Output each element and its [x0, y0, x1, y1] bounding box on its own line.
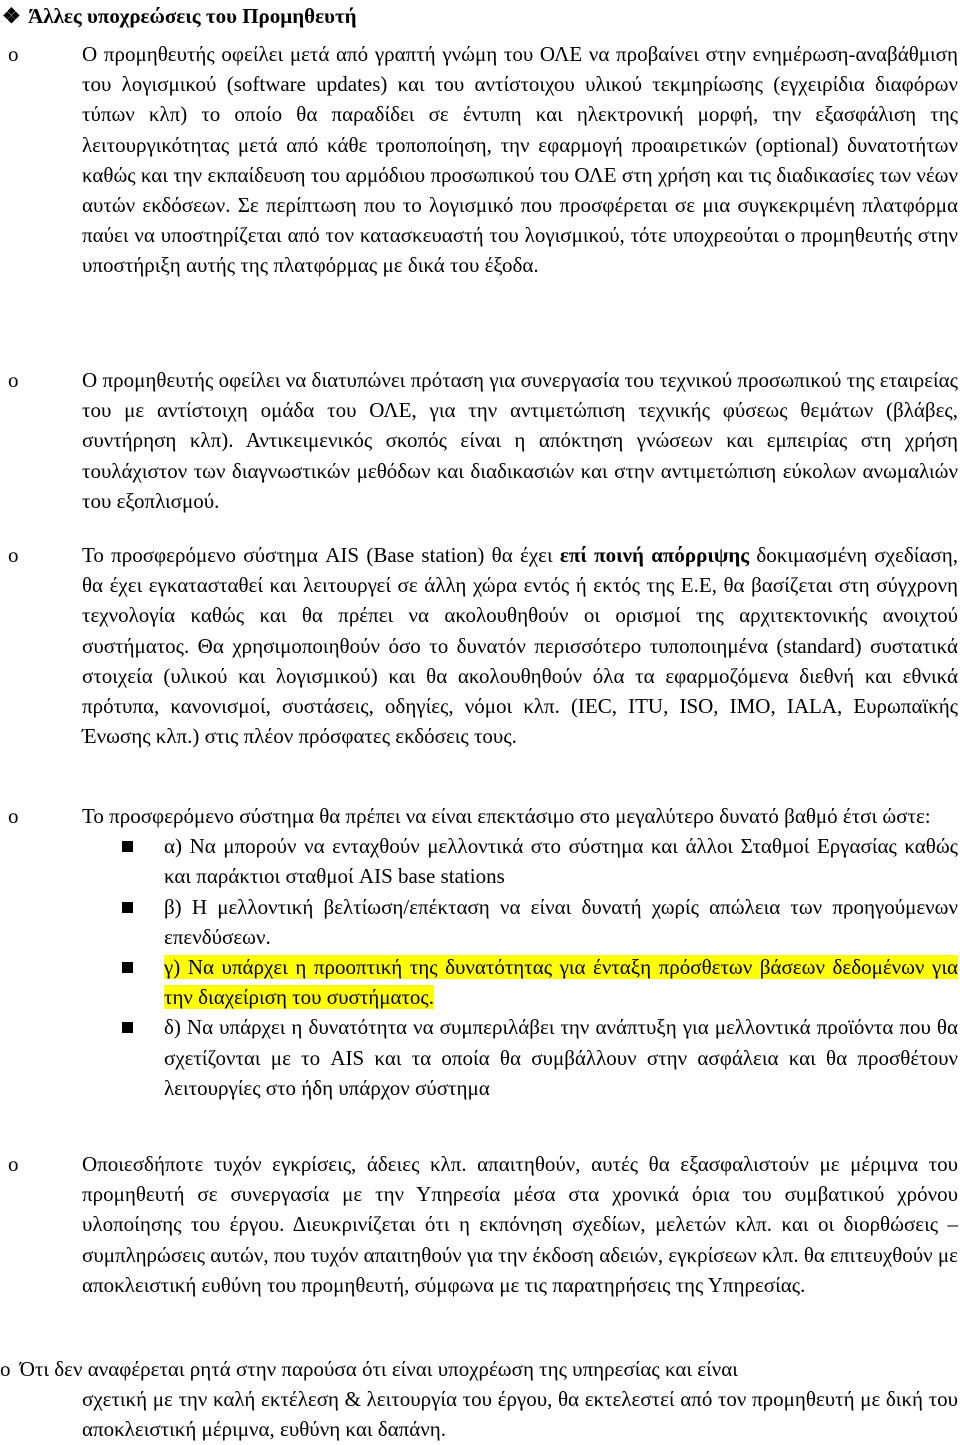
list-marker: o	[8, 804, 19, 828]
paragraph	[0, 1354, 958, 1384]
list-marker: o	[0, 1357, 11, 1381]
diamond-bullet-icon: ❖	[2, 4, 21, 28]
list-item	[0, 801, 958, 1103]
paragraph: Το προσφερόμενο σύστημα θα πρέπει να είναι επεκτάσιμο στο μεγαλύτερο δυνατό βαθμό έτσι ώστε:	[82, 804, 931, 828]
square-bullet-icon	[122, 1022, 133, 1033]
list-marker: o	[8, 368, 19, 392]
sub-item-text: α) Να μπορούν να ενταχθούν μελλοντικά στο σύστημα και άλλοι Σταθμοί Εργασίας καθώς και παράκτιοι σταθμοί AIS base stations	[164, 834, 958, 889]
sub-list-item	[82, 952, 958, 1012]
list-marker: o	[8, 543, 19, 567]
paragraph-continuation: σχετική με την καλή εκτέλεση & λειτουργία του έργου, θα εκτελεστεί από τον προμηθευτή με δική του αποκλειστική μέριμνα, ευθύνη και δαπάνη.	[82, 1387, 958, 1442]
paragraph-text: Ότι δεν αναφέρεται ρητά στην παρούσα ότι είναι υποχρέωση της υπηρεσίας και είναι	[19, 1357, 738, 1381]
sub-list-item	[82, 1012, 958, 1103]
sub-list-item	[82, 831, 958, 891]
emphasis-text: επί ποινή απόρριψης	[559, 543, 750, 567]
square-bullet-icon	[122, 962, 133, 973]
section-heading-text: Άλλες υποχρεώσεις του Προμηθευτή	[28, 4, 357, 28]
list-marker: o	[8, 1152, 19, 1176]
sub-item-text	[164, 952, 958, 1012]
list-item	[0, 540, 958, 751]
paragraph: Οποιεσδήποτε τυχόν εγκρίσεις, άδειες κλπ. απαιτηθούν, αυτές θα εξασφαλιστούν με μέριμνα του προμηθευτή σε συνεργασία με την Υπηρεσία μέσα στα χρονικά όρια του συμβατικού χρόνου υλοποίησης του έργου. Διευκρινίζεται ότι η εκπόνηση σχεδίων, μελετών κλπ. και οι διορθώσεις – συμπληρώσεις αυτών, που τυχόν απαιτηθούν για την έκδοση αδειών, εγκρίσεων κλπ. θα επιτευχθούν με αποκλειστική ευθύνη του προμηθευτή, σύμφωνα με τις παρατηρήσεις της Υπηρεσίας.	[82, 1152, 958, 1297]
sub-item-text: β) Η μελλοντική βελτίωση/επέκταση να είναι δυνατή χωρίς απώλεια των προηγούμενων επενδύσεων.	[164, 894, 958, 949]
section-heading	[2, 2, 357, 30]
list-item	[0, 1354, 958, 1445]
square-bullet-icon	[122, 841, 133, 852]
paragraph	[82, 540, 958, 751]
sub-item-text: δ) Να υπάρχει η δυνατότητα να συμπεριλάβει την ανάπτυξη για μελλοντικά προϊόντα που θα σχετίζονται με το AIS και τα οποία θα συμβάλλουν στην ασφάλεια και θα προσθέτουν λειτουργίες στο ήδη υπάρχον σύστημα	[164, 1015, 958, 1100]
highlighted-text: γ) Να υπάρχει η προοπτική της δυνατότητας για ένταξη πρόσθετων βάσεων δεδομένων για την διαχείριση του συστήματος.	[164, 955, 958, 1010]
paragraph: Ο προμηθευτής οφείλει μετά από γραπτή γνώμη του ΟΛΕ να προβαίνει στην ενημέρωση-αναβάθμιση του λογισμικού (software updates) και του αντίστοιχου υλικού τεκμηρίωσης (εγχειρίδια διαφόρων τύπων κλπ) το οποίο θα παραδίδει σε έντυπη και ηλεκτρονική μορφή, την εξασφάλιση της λειτουργικότητας μετά από κάθε τροποποίηση, την εφαρμογή προαιρετικών (optional) δυνατοτήτων καθώς και την εκπαίδευση του αρμόδιου προσωπικού του ΟΛΕ στη χρήση και τις διαδικασίες των νέων αυτών εκδόσεων. Σε περίπτωση που το λογισμικό που προσφέρεται σε μια συγκεκριμένη πλατφόρμα παύει να υποστηρίζεται από τον κατασκευαστή του λογισμικού, τότε υποχρεούται ο προμηθευτής στην υποστήριξη αυτής της πλατφόρμας με δικά του έξοδα.	[82, 42, 958, 278]
paragraph-text: δοκιμασμένη σχεδίαση, θα έχει εγκατασταθεί και λειτουργεί σε άλλη χώρα εντός ή εκτός της Ε.Ε, θα βασίζεται στη σύγχρονη τεχνολογία καθώς και θα πρέπει να ακολουθηθούν οι ορισμοί της αρχιτεκτονικής ανοιχτού συστήματος. Θα χρησιμοποιηθούν όσο το δυνατόν περισσότερο τυποποιημένα (standard) συστατικά στοιχεία (υλικού και λογισμικού) και θα ακολουθηθούν όλα τα εφαρμοζόμενα διεθνή και εθνικά πρότυπα, κανονισμοί, συστάσεις, οδηγίες, νόμοι κλπ. (IEC, ITU, ISO, IMO, IALA, Ευρωπαϊκής Ένωσης κλπ.) στις πλέον πρόσφατες εκδόσεις τους.	[82, 543, 958, 749]
list-item	[0, 365, 958, 516]
paragraph-text: Το προσφερόμενο σύστημα AIS (Base station) θα έχει	[82, 543, 560, 567]
paragraph: Ο προμηθευτής οφείλει να διατυπώνει πρόταση για συνεργασία του τεχνικού προσωπικού της εταιρείας του με αντίστοιχη ομάδα του ΟΛΕ, για την αντιμετώπιση τεχνικής φύσεως θεμάτων (βλάβες, συντήρηση κλπ). Αντικειμενικός σκοπός είναι η απόκτηση γνώσεων και εμπειρίας στη χρήση τουλάχιστον των διαγνωστικών μεθόδων και διαδικασιών και στην αντιμετώπιση εύκολων ανωμαλιών του εξοπλισμού.	[82, 368, 958, 513]
sub-list-item	[82, 892, 958, 952]
list-item	[0, 39, 958, 281]
square-bullet-icon	[122, 902, 133, 913]
list-marker: o	[8, 42, 19, 66]
list-item	[0, 1149, 958, 1300]
